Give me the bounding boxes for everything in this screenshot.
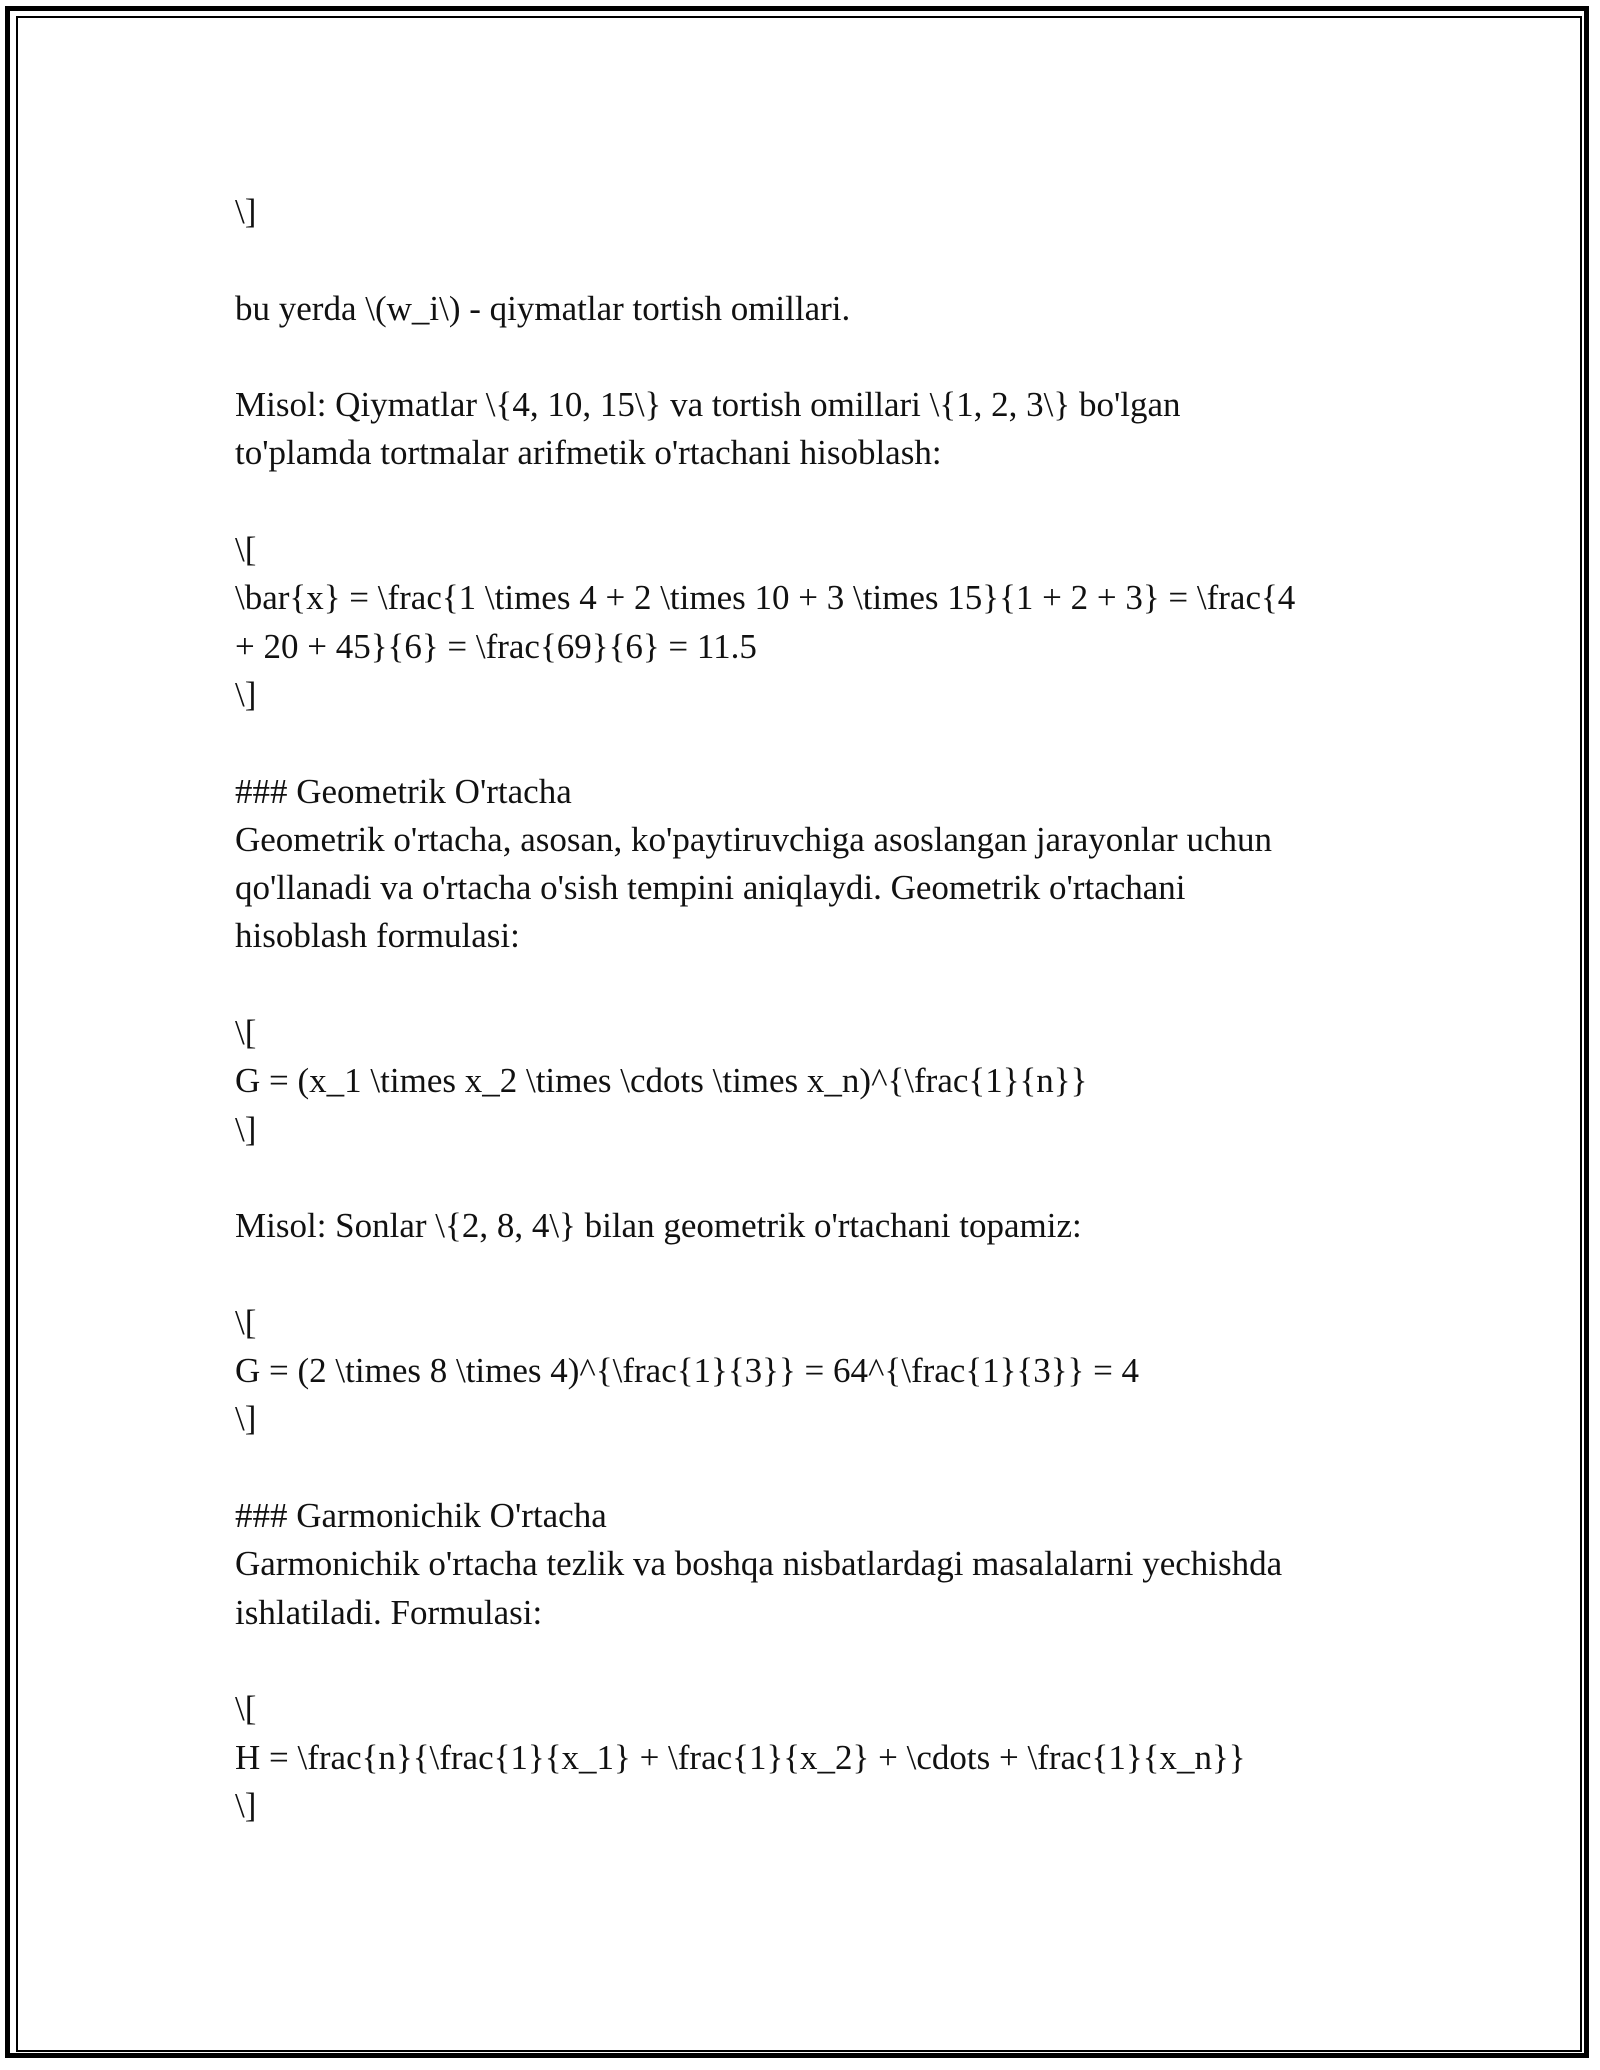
document-body: [235, 188, 1365, 1830]
blank-line: [235, 719, 1365, 767]
text-line: \]: [235, 1109, 257, 1149]
text-line: Misol: Qiymatlar \{4, 10, 15\} va tortish omillari \{1, 2, 3\} bo'lgan: [235, 385, 1181, 425]
text-block: [235, 1009, 1365, 1154]
text-line: \bar{x} = \frac{1 \times 4 + 2 \times 10 + 3 \times 15}{1 + 2 + 3} = \frac{4: [235, 578, 1296, 618]
blank-line: [235, 1444, 1365, 1492]
text-block: [235, 1202, 1365, 1250]
text-line: Geometrik o'rtacha, asosan, ko'paytiruvchiga asoslangan jarayonlar uchun: [235, 819, 1272, 859]
text-block: [235, 1299, 1365, 1444]
text-line: G = (2 \times 8 \times 4)^{\frac{1}{3}} = 64^{\frac{1}{3}} = 4: [235, 1351, 1140, 1391]
text-block: [235, 1685, 1365, 1830]
text-line: \[: [235, 1689, 257, 1729]
text-line: \]: [235, 1399, 257, 1439]
text-line: \[: [235, 1302, 257, 1342]
blank-line: [235, 333, 1365, 381]
text-line: \]: [235, 1785, 257, 1825]
text-line: ishlatiladi. Formulasi:: [235, 1592, 543, 1632]
text-line: ### Garmonichik O'rtacha: [235, 1496, 607, 1536]
text-line: \]: [235, 192, 257, 231]
text-line: Garmonichik o'rtacha tezlik va boshqa nisbatlardagi masalalarni yechishda: [235, 1544, 1283, 1584]
text-line: G = (x_1 \times x_2 \times \cdots \times x_n)^{\frac{1}{n}}: [235, 1061, 1088, 1101]
text-block: [235, 768, 1365, 961]
text-line: hisoblash formulasi:: [235, 916, 520, 956]
text-line: Misol: Sonlar \{2, 8, 4\} bilan geometrik o'rtachani topamiz:: [235, 1206, 1082, 1246]
text-block: [235, 1492, 1365, 1637]
text-line: to'plamda tortmalar arifmetik o'rtachani hisoblash:: [235, 433, 942, 473]
text-block: [235, 381, 1365, 478]
blank-line: [235, 1637, 1365, 1685]
text-line: bu yerda \(w_i\) - qiymatlar tortish omillari.: [235, 288, 851, 328]
text-block: [235, 526, 1365, 719]
blank-line: [235, 961, 1365, 1009]
blank-line: [235, 236, 1365, 284]
text-line: + 20 + 45}{6} = \frac{69}{6} = 11.5: [235, 626, 757, 666]
blank-line: [235, 1251, 1365, 1299]
blank-line: [235, 1154, 1365, 1202]
text-line: \[: [235, 530, 257, 570]
text-line: \[: [235, 1013, 257, 1053]
text-line: qo'llanadi va o'rtacha o'sish tempini aniqlaydi. Geometrik o'rtachani: [235, 868, 1186, 908]
text-line: H = \frac{n}{\frac{1}{x_1} + \frac{1}{x_2} + \cdots + \frac{1}{x_n}}: [235, 1737, 1246, 1777]
text-line: \]: [235, 674, 257, 714]
text-line: ### Geometrik O'rtacha: [235, 771, 572, 811]
text-block: [235, 285, 1365, 333]
blank-line: [235, 478, 1365, 526]
text-block: [235, 188, 1365, 236]
